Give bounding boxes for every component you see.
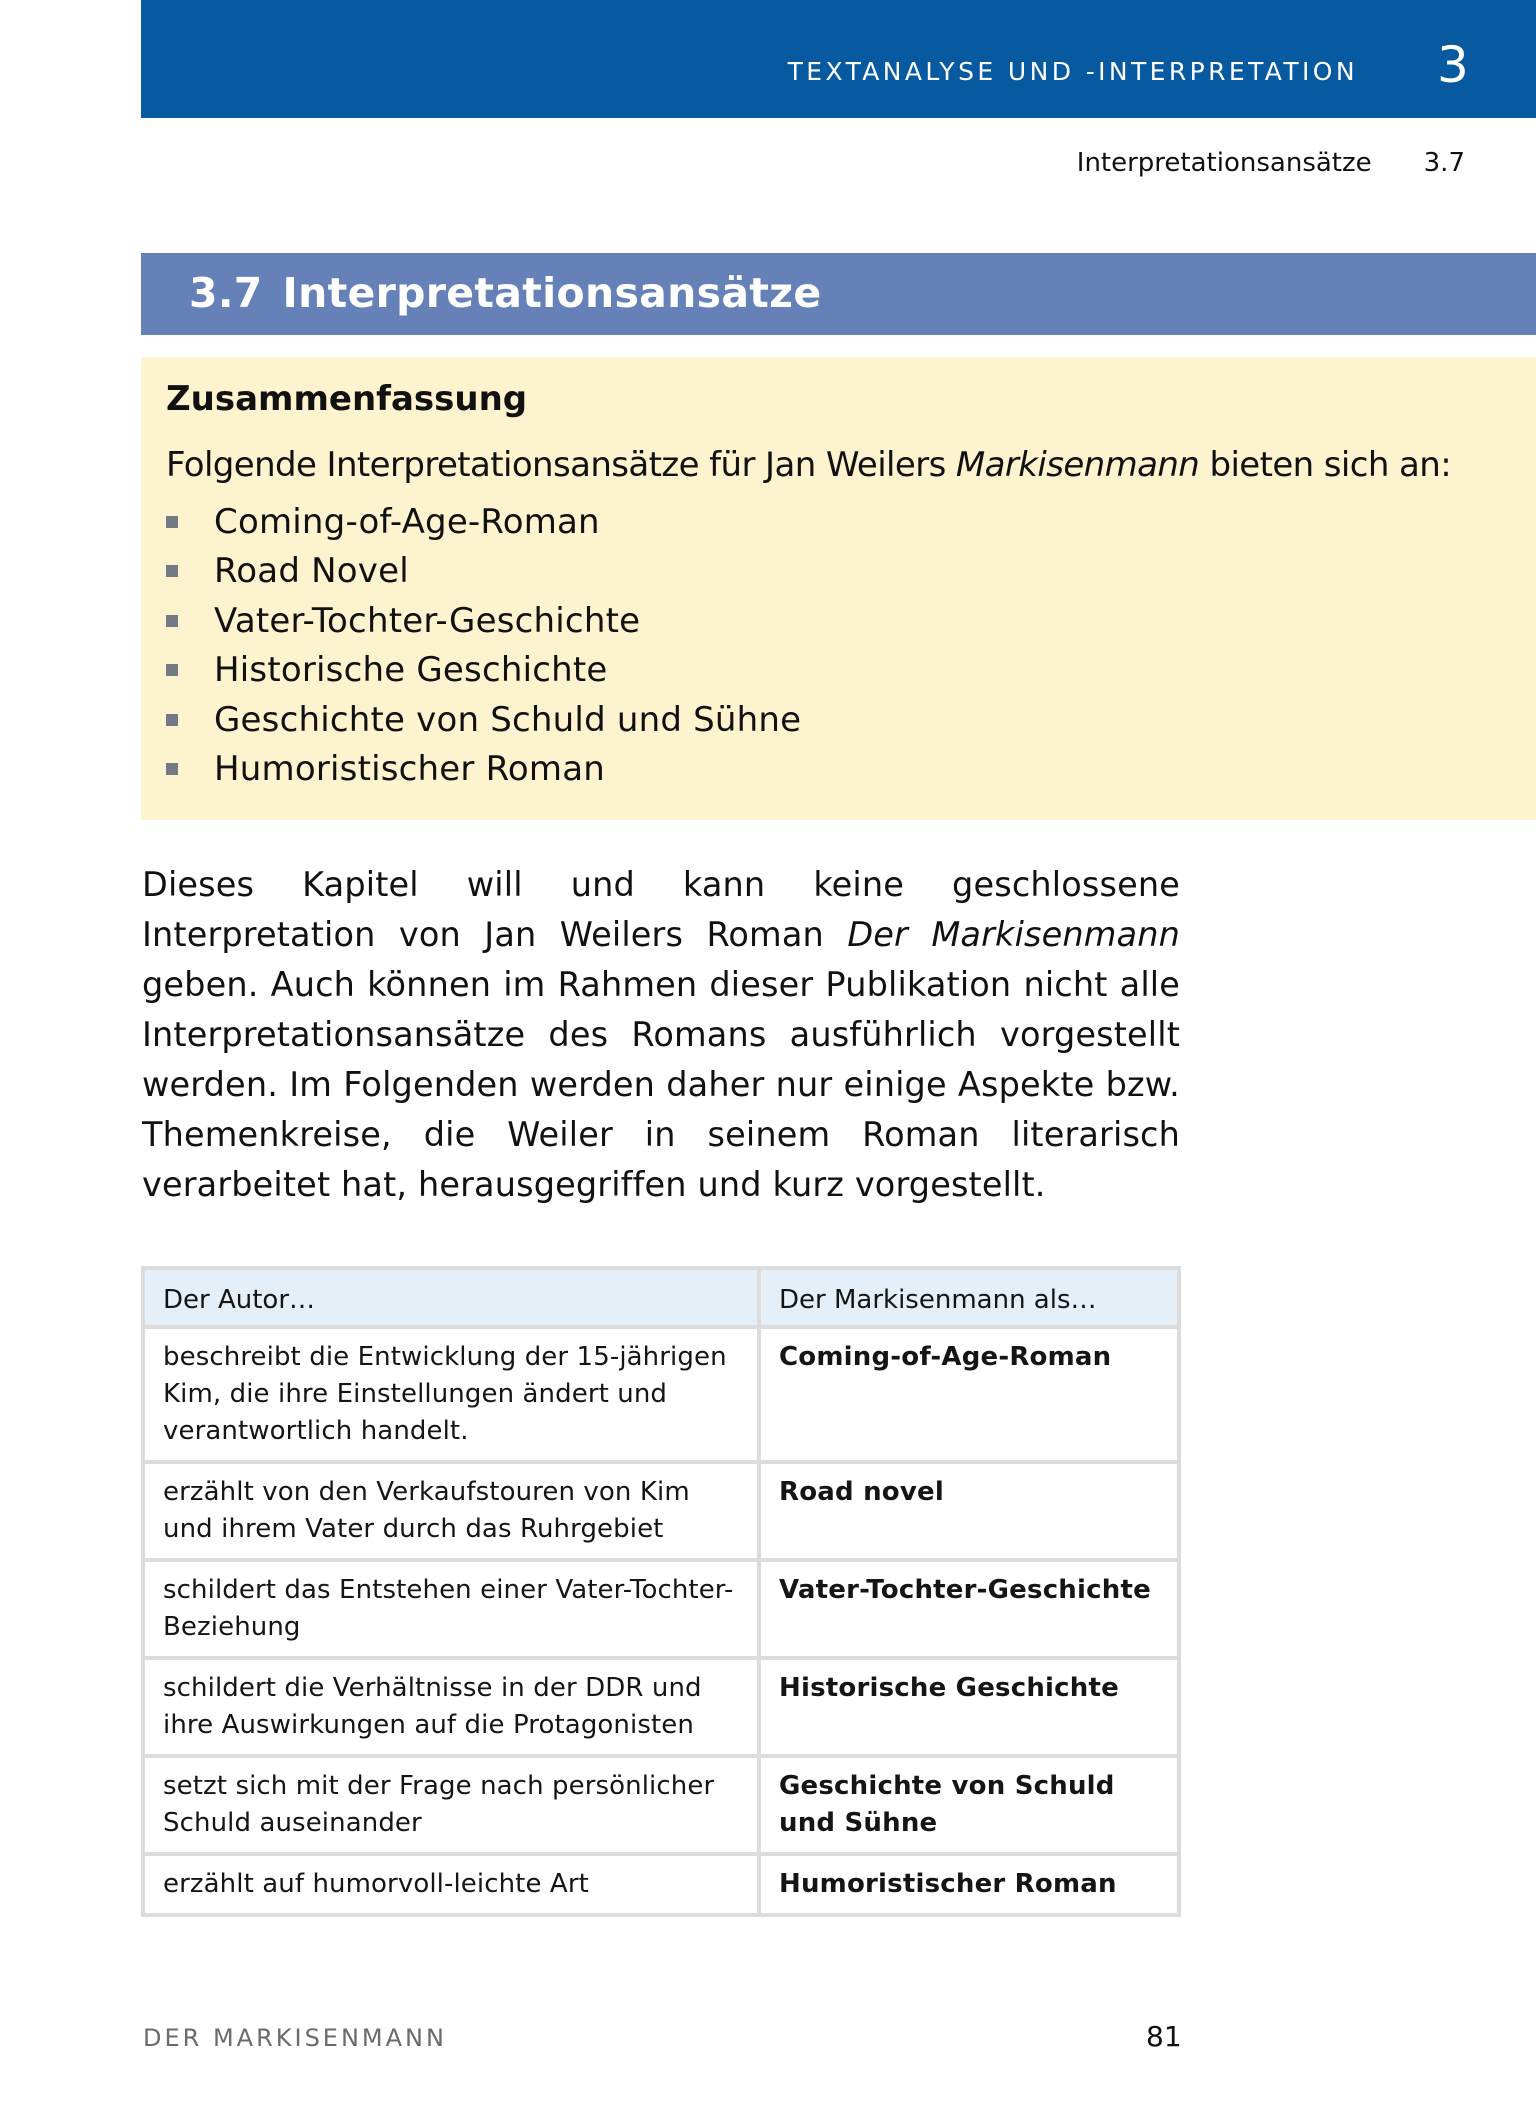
table-row bbox=[143, 1658, 1179, 1756]
table-cell-genre: Humoristischer Roman bbox=[759, 1854, 1179, 1915]
summary-list-item bbox=[166, 547, 801, 597]
table-cell-genre: Coming-of-Age-Roman bbox=[759, 1327, 1179, 1462]
body-book-title: Der Markisenmann bbox=[847, 915, 1181, 954]
summary-list-item bbox=[166, 646, 801, 696]
table-row bbox=[143, 1462, 1179, 1560]
summary-item-label: Historische Geschichte bbox=[214, 650, 608, 691]
table-cell-description: schildert das Entstehen einer Vater-Tochter-Beziehung bbox=[143, 1560, 759, 1658]
summary-item-label: Humoristischer Roman bbox=[214, 749, 606, 790]
square-bullet-icon bbox=[166, 714, 178, 726]
summary-list-item bbox=[166, 695, 801, 745]
table-cell-genre: Geschichte von Schuld und Sühne bbox=[759, 1756, 1179, 1854]
running-head-title: Interpretationsansätze bbox=[1076, 148, 1372, 178]
chapter-header-band bbox=[141, 0, 1536, 118]
square-bullet-icon bbox=[166, 516, 178, 528]
summary-intro-text: Folgende Interpretationsansätze für Jan Weilers bbox=[166, 445, 956, 485]
comparison-table bbox=[141, 1266, 1181, 1917]
summary-intro-text-end: bieten sich an: bbox=[1199, 445, 1452, 485]
table-row bbox=[143, 1327, 1179, 1462]
column-header-genre: Der Markisenmann als… bbox=[759, 1268, 1179, 1327]
table-cell-genre: Road novel bbox=[759, 1462, 1179, 1560]
summary-box bbox=[141, 357, 1536, 820]
table-cell-description: setzt sich mit der Frage nach persönlicher Schuld auseinander bbox=[143, 1756, 759, 1854]
column-header-author: Der Autor… bbox=[143, 1268, 759, 1327]
table-cell-description: beschreibt die Entwicklung der 15-jährigen Kim, die ihre Einstellungen ändert und verantwortlich handelt. bbox=[143, 1327, 759, 1462]
table-header-row bbox=[143, 1268, 1179, 1327]
section-title: Interpretationsansätze bbox=[282, 269, 822, 317]
table-row bbox=[143, 1560, 1179, 1658]
body-text: geben. Auch können im Rahmen dieser Publikation nicht alle Interpretationsansätze des Romans ausführlich vorgestellt werden. Im Folgenden werden daher nur einige Aspekte bzw. Themenkreise, die Weiler in seinem Roman literarisch verarbeitet hat, herausgegriffen und kurz vorgestellt. bbox=[142, 965, 1180, 1204]
summary-item-label: Coming-of-Age-Roman bbox=[214, 501, 600, 542]
table-cell-genre: Vater-Tochter-Geschichte bbox=[759, 1560, 1179, 1658]
section-heading-bar bbox=[141, 253, 1536, 335]
running-head bbox=[1077, 148, 1465, 178]
summary-item-label: Geschichte von Schuld und Sühne bbox=[214, 699, 802, 740]
summary-list-item bbox=[166, 596, 801, 646]
table-row bbox=[143, 1756, 1179, 1854]
table-cell-description: erzählt auf humorvoll-leichte Art bbox=[143, 1854, 759, 1915]
summary-item-label: Vater-Tochter-Geschichte bbox=[214, 600, 641, 641]
square-bullet-icon bbox=[166, 615, 178, 627]
page-number: 81 bbox=[1146, 2020, 1182, 2053]
square-bullet-icon bbox=[166, 763, 178, 775]
body-text: Dieses Kapitel will und kann keine geschlossene Interpretation von Jan Weilers Roman bbox=[142, 865, 1180, 954]
section-heading bbox=[189, 269, 821, 317]
footer-book-title: DER MARKISENMANN bbox=[143, 2024, 447, 2052]
square-bullet-icon bbox=[166, 664, 178, 676]
summary-title: Zusammenfassung bbox=[166, 379, 528, 419]
summary-intro-book-title: Markisenmann bbox=[955, 445, 1200, 485]
summary-list-item bbox=[166, 497, 801, 547]
table-row bbox=[143, 1854, 1179, 1915]
summary-intro bbox=[166, 445, 1451, 485]
section-number: 3.7 bbox=[189, 269, 263, 317]
chapter-title: TEXTANALYSE UND -INTERPRETATION bbox=[787, 57, 1358, 86]
summary-list bbox=[166, 497, 801, 794]
table-cell-genre: Historische Geschichte bbox=[759, 1658, 1179, 1756]
running-head-number: 3.7 bbox=[1423, 148, 1465, 178]
summary-list-item bbox=[166, 745, 801, 795]
body-paragraph bbox=[142, 860, 1180, 1210]
chapter-number: 3 bbox=[1437, 36, 1469, 94]
summary-item-label: Road Novel bbox=[214, 551, 409, 592]
square-bullet-icon bbox=[166, 565, 178, 577]
table-cell-description: schildert die Verhältnisse in der DDR und ihre Auswirkungen auf die Protagonisten bbox=[143, 1658, 759, 1756]
table-cell-description: erzählt von den Verkaufstouren von Kim und ihrem Vater durch das Ruhrgebiet bbox=[143, 1462, 759, 1560]
